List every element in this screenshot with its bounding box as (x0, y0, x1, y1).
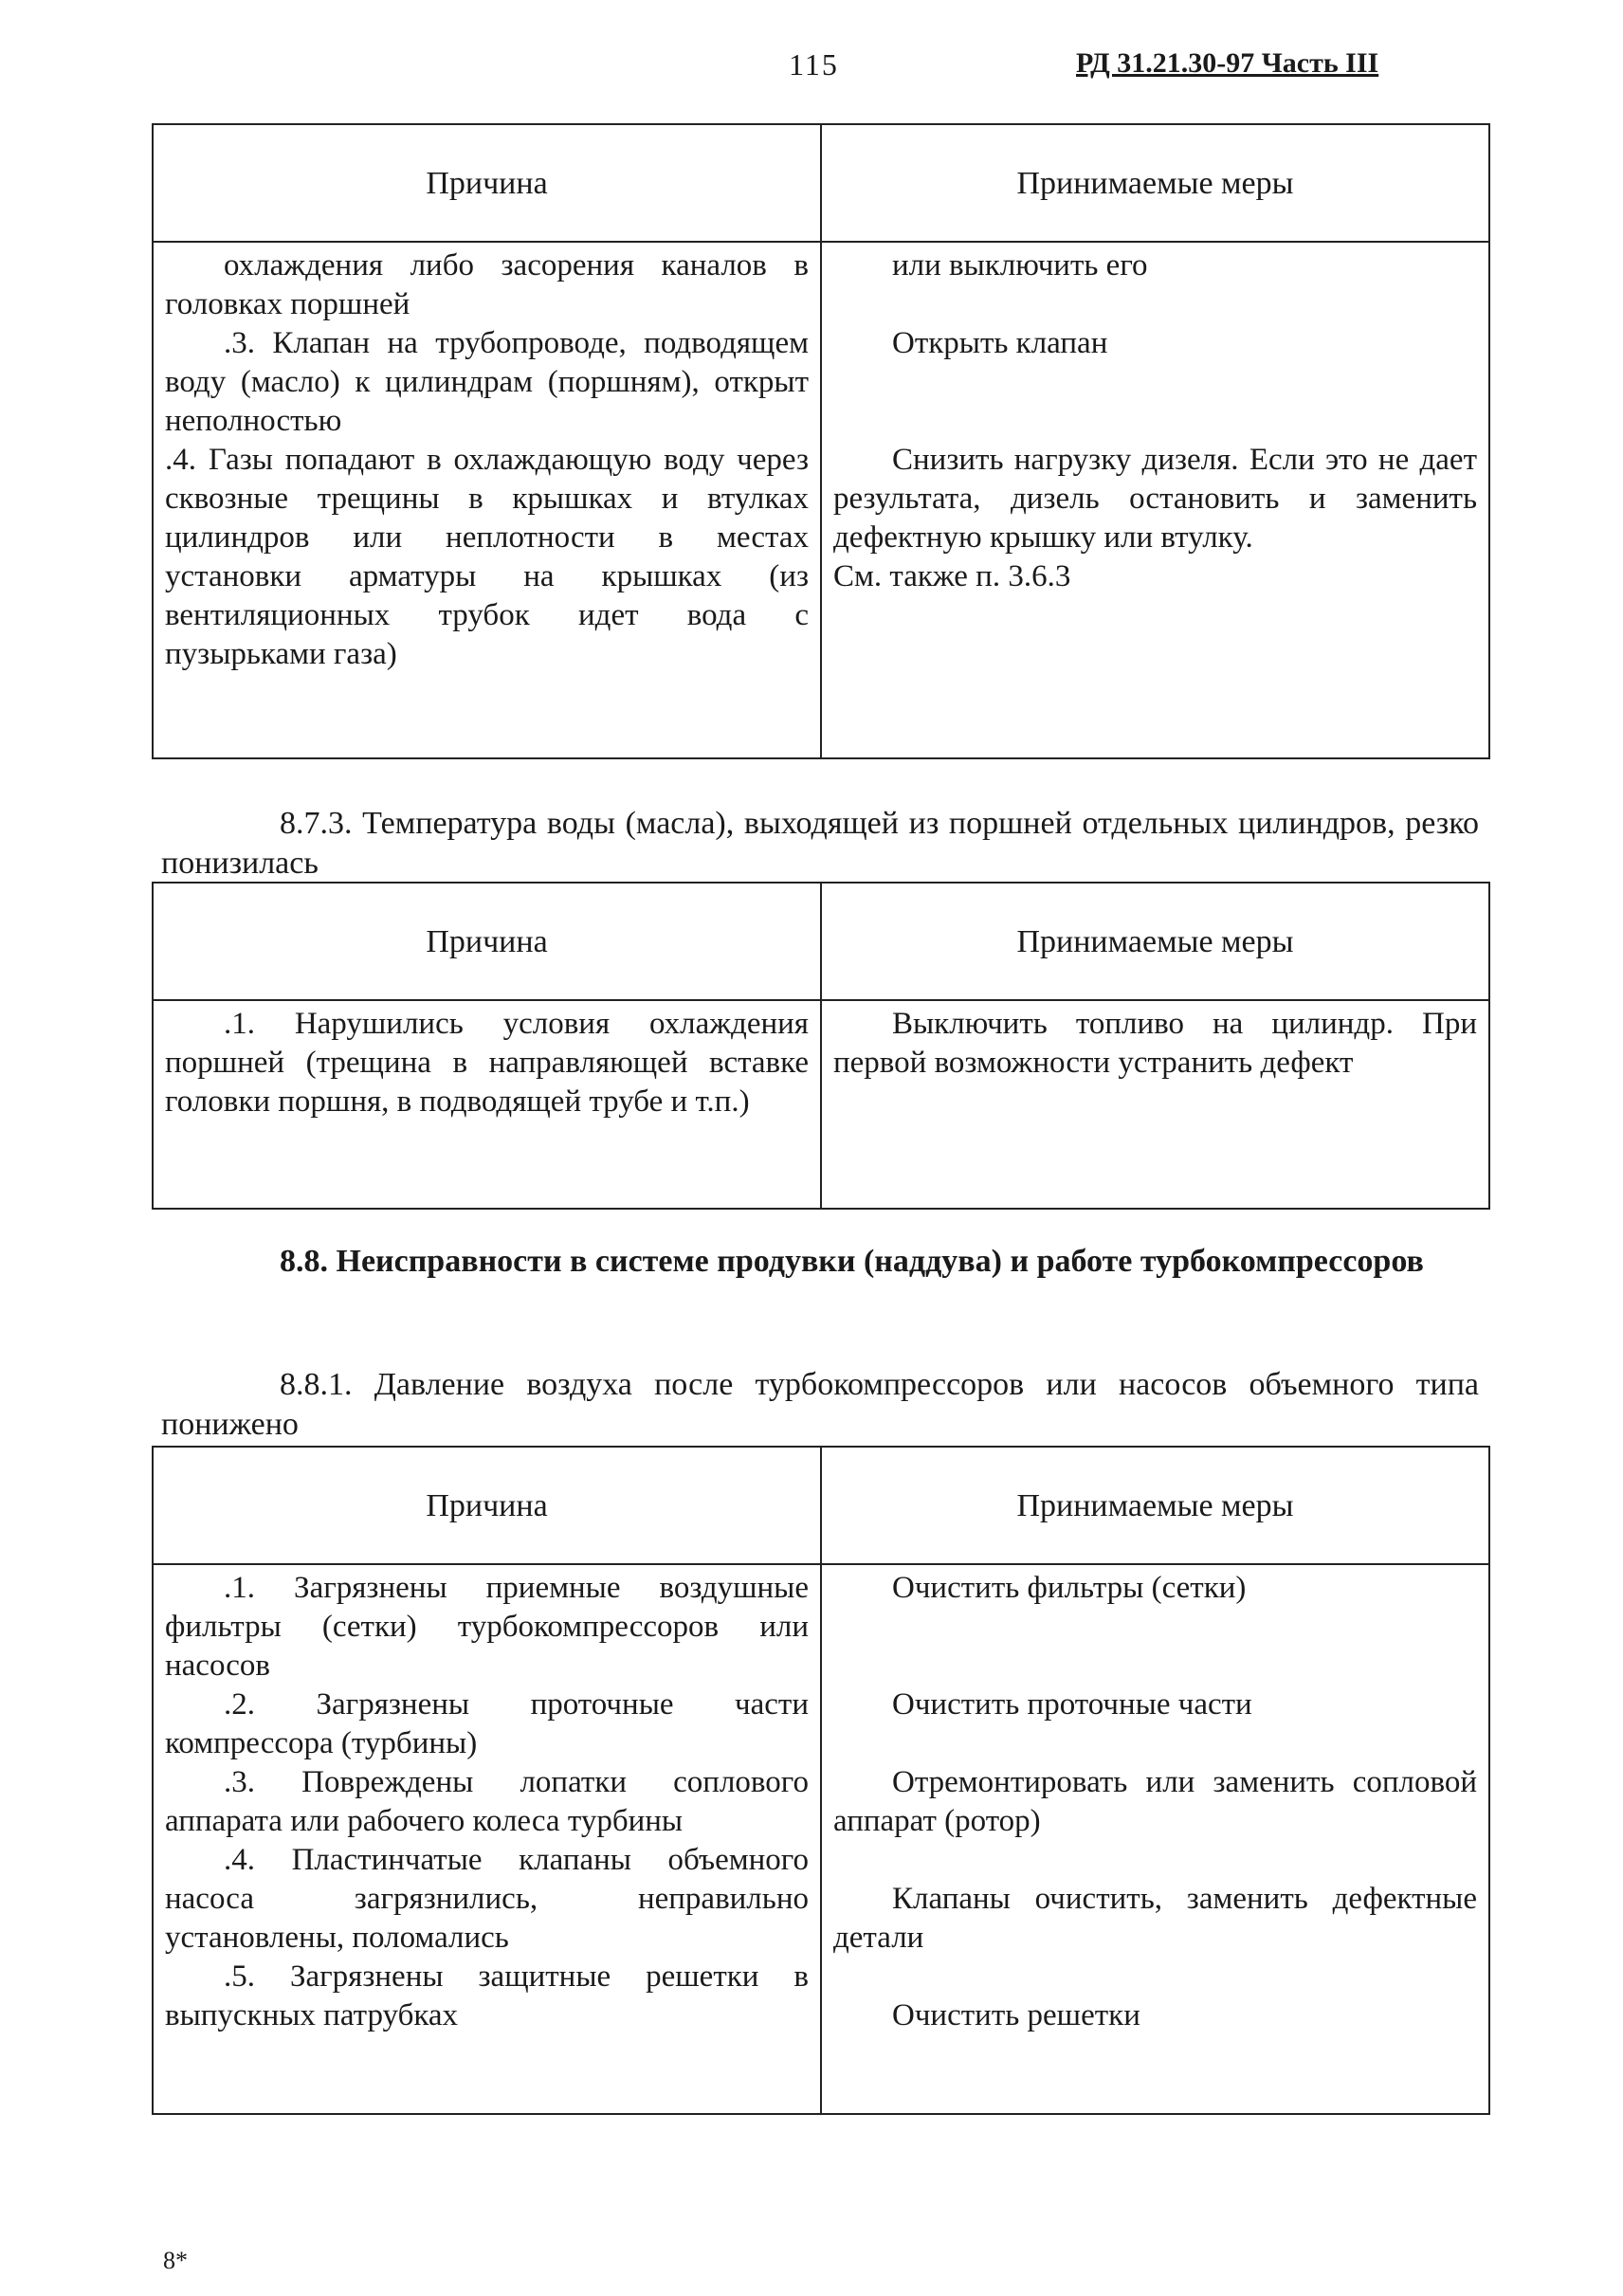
measure-line: Открыть клапан (892, 326, 1108, 360)
cause-line: .5. Загрязнены защитные решетки в выпускных патрубках (165, 1959, 809, 2032)
column-header-measures: Принимаемые меры (821, 124, 1489, 242)
paragraph-8-8-1: 8.8.1. Давление воздуха после турбокомпрессоров или насосов объемного типа понижено (161, 1367, 1479, 1442)
measure-cell (821, 1564, 1489, 2114)
column-header-measures: Принимаемые меры (821, 883, 1489, 1000)
fault-table-8-8-1 (152, 1446, 1490, 2115)
cause-cell (153, 1564, 821, 2114)
cause-line: .3. Клапан на трубопроводе, подводящем воду (масло) к цилиндрам (поршням), открыт неполностью (165, 326, 809, 438)
cause-line: .3. Повреждены лопатки соплового аппарата или рабочего колеса турбины (165, 1765, 809, 1838)
measure-line: Очистить решетки (892, 1998, 1140, 2032)
cause-line: .1. Загрязнены приемные воздушные фильтры (сетки) турбокомпрессоров или насосов (165, 1571, 809, 1683)
measure-line: Отремонтировать или заменить сопловой аппарат (ротор) (833, 1765, 1477, 1838)
measure-line: Снизить нагрузку дизеля. Если это не дает результата, дизель остановить и заменить дефектную крышку или втулку. (833, 443, 1477, 555)
page-number: 115 (789, 47, 839, 82)
column-header-cause: Причина (153, 1447, 821, 1564)
measure-line: См. также п. 3.6.3 (833, 559, 1071, 593)
document-code: РД 31.21.30-97 Часть III (1076, 47, 1379, 79)
measure-line: Очистить фильтры (сетки) (892, 1571, 1247, 1605)
signature-mark: 8* (163, 2247, 188, 2274)
column-header-cause: Причина (153, 124, 821, 242)
measure-line: Очистить проточные части (892, 1687, 1252, 1722)
fault-table-continued (152, 123, 1490, 759)
measure-line: или выключить его (892, 248, 1148, 282)
cause-line: .4. Пластинчатые клапаны объемного насоса загрязнились, неправильно установлены, поломались (165, 1843, 809, 1955)
section-heading-8-8: 8.8. Неисправности в системе продувки (наддува) и работе турбокомпрессоров (280, 1244, 1424, 1279)
measure-line: Клапаны очистить, заменить дефектные детали (833, 1882, 1477, 1955)
cause-line: .2. Загрязнены проточные части компрессора (турбины) (165, 1687, 809, 1760)
cause-cell (153, 242, 821, 758)
paragraph-8-7-3: 8.7.3. Температура воды (масла), выходящей из поршней отдельных цилиндров, резко понизилась (161, 806, 1479, 881)
measure-line: Выключить топливо на цилиндр. При первой возможности устранить дефект (833, 1007, 1477, 1080)
cause-line: .1. Нарушились условия охлаждения поршней (трещина в направляющей вставке головки поршня, в подводящей трубе и т.п.) (165, 1007, 809, 1119)
cause-line: .4. Газы попадают в охлаждающую воду через сквозные трещины в крышках и втулках цилиндров или неплотности в местах установки арматуры на крышках (из вентиляционных трубок идет вода с пузырьками газа) (165, 443, 809, 671)
cause-cell (153, 1000, 821, 1209)
cause-line: охлаждения либо засорения каналов в головках поршней (165, 248, 809, 321)
measure-cell (821, 242, 1489, 758)
fault-table-8-7-3 (152, 882, 1490, 1210)
column-header-cause: Причина (153, 883, 821, 1000)
measure-cell (821, 1000, 1489, 1209)
column-header-measures: Принимаемые меры (821, 1447, 1489, 1564)
